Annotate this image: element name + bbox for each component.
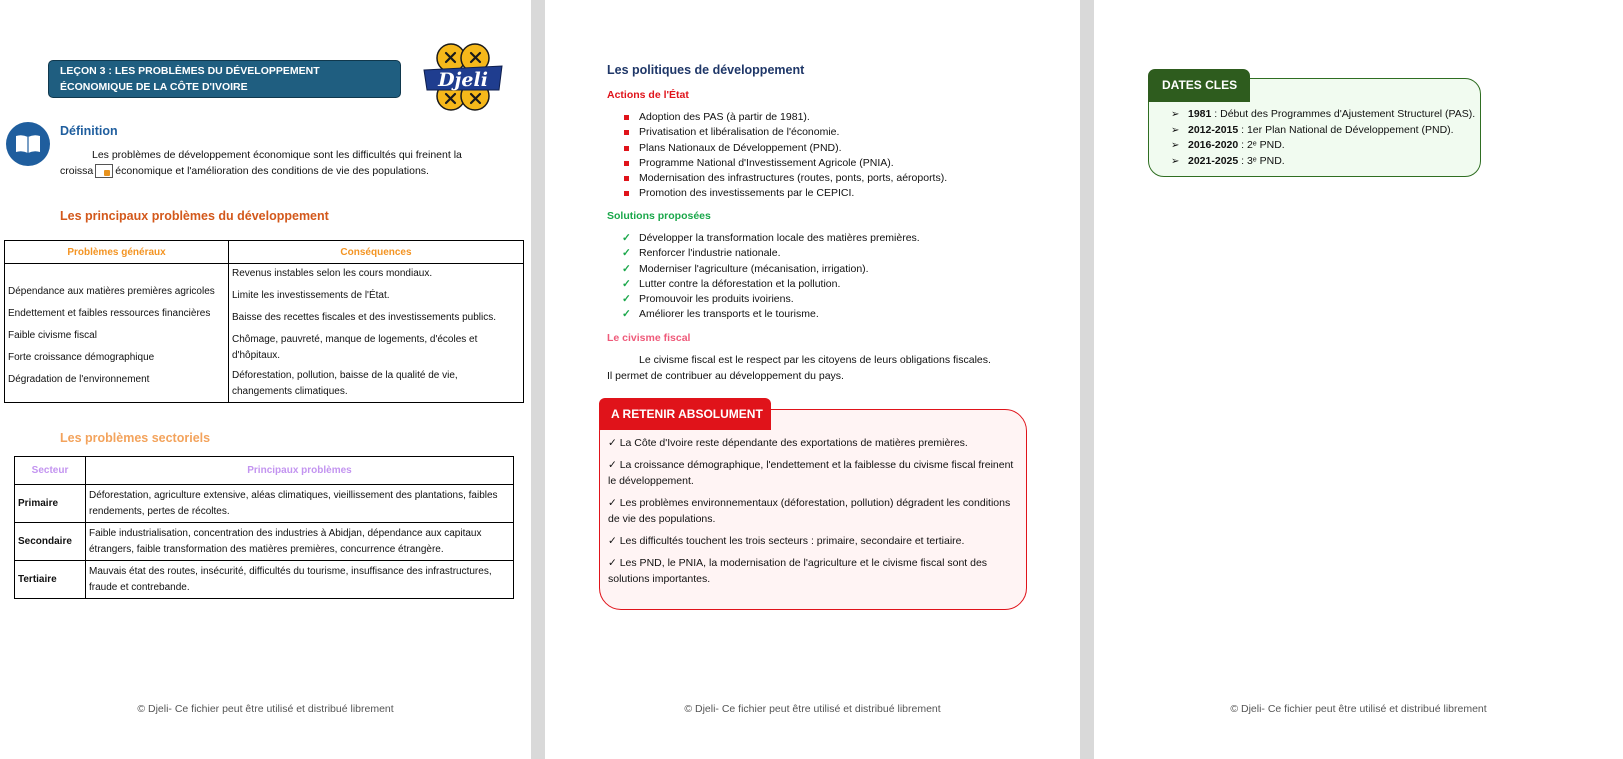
table-header: Conséquences <box>229 241 524 264</box>
logo-text: Djeli <box>438 69 488 91</box>
consequence: Limite les investissements de l'État. <box>232 290 390 301</box>
list-item: ✓ Les PND, le PNIA, la modernisation de l'agriculture et le civisme fiscal sont des solutions importantes. <box>608 557 988 585</box>
dates-list <box>1188 107 1475 169</box>
page-3 <box>1094 0 1623 759</box>
actions-list <box>639 110 947 202</box>
problems-table <box>4 240 524 403</box>
problems-heading: Les principaux problèmes du développement <box>60 209 329 223</box>
list-item: ➢ 1981 : Début des Programmes d'Ajustement Structurel (PAS). <box>1188 107 1475 123</box>
list-item: ✓ Les problèmes environnementaux (déforestation, pollution) dégradent les conditions de vie des populations. <box>608 497 1011 525</box>
table-row <box>15 485 514 523</box>
definition-text: Les problèmes de développement économique sont les difficultés qui freinent la croissa économique et l'amélioration des conditions de vie des populations. <box>60 149 462 177</box>
table-row <box>15 561 514 599</box>
definition-heading: Définition <box>60 124 118 138</box>
list-item: Programme National d'Investissement Agricole (PNIA). <box>639 156 947 171</box>
list-item: ✓ La croissance démographique, l'endettement et la faiblesse du civisme fiscal freinent le développement. <box>608 459 1014 487</box>
open-book-icon <box>6 122 50 166</box>
consequences-cell <box>229 264 524 403</box>
consequence: Déforestation, pollution, baisse de la qualité de vie, changements climatiques. <box>232 370 458 397</box>
page-2 <box>545 0 1080 759</box>
table-header: Secteur <box>15 457 86 485</box>
table-header: Principaux problèmes <box>86 457 514 485</box>
sector-name: Tertiaire <box>15 561 86 599</box>
table-row <box>15 523 514 561</box>
solutions-heading: Solutions proposées <box>607 210 711 222</box>
list-item: ✓ Promouvoir les produits ivoiriens. <box>639 292 920 307</box>
sector-name: Secondaire <box>15 523 86 561</box>
list-item: ✓ La Côte d'Ivoire reste dépendante des exportations de matières premières. <box>608 437 968 449</box>
retenir-list <box>608 435 1018 593</box>
general-problem: Faible civisme fiscal <box>8 330 97 341</box>
list-item: ✓ Les difficultés touchent les trois secteurs : primaire, secondaire et tertiaire. <box>608 535 965 547</box>
list-item: ✓ Renforcer l'industrie nationale. <box>639 246 920 261</box>
general-problems-cell <box>5 264 229 403</box>
list-item: ✓ Développer la transformation locale des matières premières. <box>639 231 920 246</box>
civisme-text: Le civisme fiscal est le respect par les citoyens de leurs obligations fiscales. Il permet de contribuer au développement du pays. <box>607 354 991 382</box>
edit-glyph-icon <box>95 164 113 178</box>
sector-table <box>14 456 514 599</box>
list-item: ➢ 2016-2020 : 2ᵉ PND. <box>1188 138 1475 154</box>
retenir-title: A RETENIR ABSOLUMENT <box>599 398 771 430</box>
list-item: Adoption des PAS (à partir de 1981). <box>639 110 947 125</box>
civisme-heading: Le civisme fiscal <box>607 332 691 344</box>
list-item: ✓ Lutter contre la déforestation et la pollution. <box>639 277 920 292</box>
footer: © Djeli- Ce fichier peut être utilisé et distribué librement <box>137 703 394 715</box>
general-problem: Endettement et faibles ressources financières <box>8 308 211 319</box>
list-item: Privatisation et libéralisation de l'économie. <box>639 125 947 140</box>
table-header: Problèmes généraux <box>5 241 229 264</box>
lesson-title: LEÇON 3 : LES PROBLÈMES DU DÉVELOPPEMENT ÉCONOMIQUE DE LA CÔTE D'IVOIRE <box>48 60 401 98</box>
consequence: Baisse des recettes fiscales et des investissements publics. <box>232 312 497 323</box>
list-item: ✓ Moderniser l'agriculture (mécanisation, irrigation). <box>639 262 920 277</box>
general-problem: Forte croissance démographique <box>8 352 155 363</box>
consequence: Chômage, pauvreté, manque de logements, d'écoles et d'hôpitaux. <box>232 334 478 361</box>
solutions-list <box>639 231 920 323</box>
list-item: Promotion des investissements par le CEPICI. <box>639 186 947 201</box>
list-item: ✓ Améliorer les transports et le tourisme. <box>639 307 920 322</box>
policies-heading: Les politiques de développement <box>607 63 805 77</box>
sector-problems: Faible industrialisation, concentration des industries à Abidjan, dépendance aux capitaux étrangers, faible transformation des matières premières, concurrence étrangère. <box>86 523 514 561</box>
sector-name: Primaire <box>15 485 86 523</box>
consequence: Revenus instables selon les cours mondiaux. <box>232 268 433 279</box>
general-problem: Dépendance aux matières premières agricoles <box>8 286 215 297</box>
list-item: Plans Nationaux de Développement (PND). <box>639 141 947 156</box>
list-item: Modernisation des infrastructures (routes, ponts, ports, aéroports). <box>639 171 947 186</box>
footer: © Djeli- Ce fichier peut être utilisé et distribué librement <box>684 703 941 715</box>
sector-heading: Les problèmes sectoriels <box>60 431 211 445</box>
sector-problems: Déforestation, agriculture extensive, aléas climatiques, vieillissement des plantations, faibles rendements, pertes de récoltes. <box>86 485 514 523</box>
actions-heading: Actions de l'État <box>607 89 689 101</box>
list-item: ➢ 2012-2015 : 1er Plan National de Développement (PND). <box>1188 123 1475 139</box>
general-problem: Dégradation de l'environnement <box>8 374 150 385</box>
dates-title: DATES CLES <box>1148 69 1250 102</box>
sector-problems: Mauvais état des routes, insécurité, difficultés du tourisme, insuffisance des infrastructures, fraude et contrebande. <box>86 561 514 599</box>
page-1 <box>0 0 531 759</box>
footer: © Djeli- Ce fichier peut être utilisé et distribué librement <box>1230 703 1487 715</box>
list-item: ➢ 2021-2025 : 3ᵉ PND. <box>1188 154 1475 170</box>
djeli-logo <box>421 42 505 114</box>
